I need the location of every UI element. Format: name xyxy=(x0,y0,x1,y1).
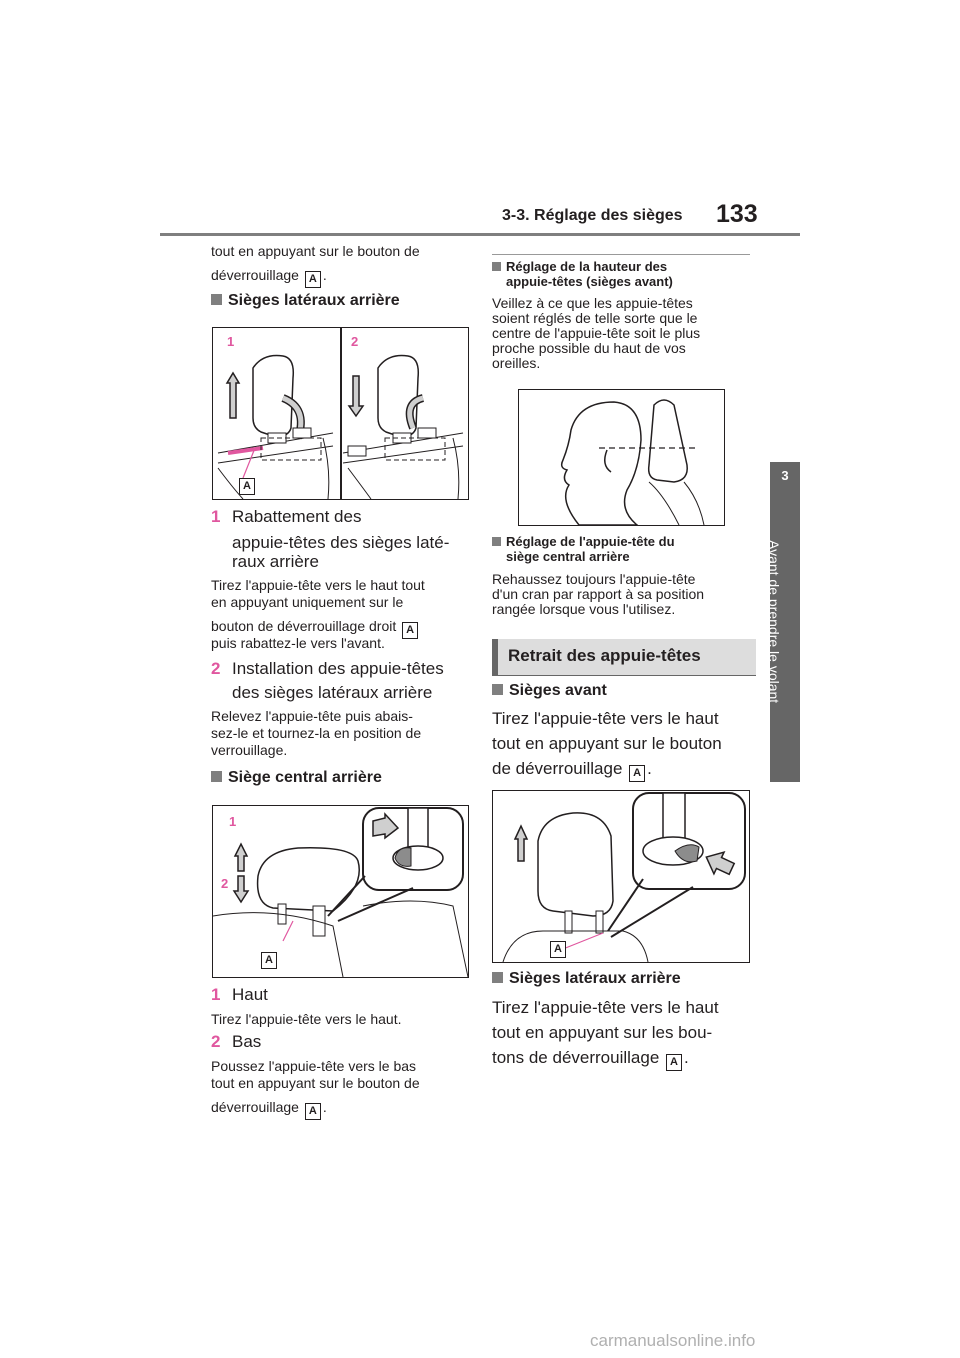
step1-title: 1 Rabattement des xyxy=(211,507,362,526)
fig2-label-2: 2 xyxy=(221,876,229,891)
step-bas: 2 Bas xyxy=(211,1032,262,1051)
figure-lateral-rear xyxy=(212,327,469,500)
heading-square-icon xyxy=(492,537,501,546)
page-number: 133 xyxy=(716,200,758,228)
figure-front-removal xyxy=(492,790,750,963)
fig2-label-a: A xyxy=(261,952,277,969)
step-haut: 1 Haut xyxy=(211,985,268,1004)
chapter-label: Avant de prendre le volant xyxy=(766,540,782,704)
front-desc-2: tout en appuyant sur le bouton xyxy=(492,734,722,753)
heading-height-front: Réglage de la hauteur des xyxy=(492,259,667,274)
bas-desc-2: tout en appuyant sur le bouton de xyxy=(211,1075,420,1091)
badge-a: A xyxy=(666,1054,682,1071)
height-desc-4: proche possible du haut de vos xyxy=(492,340,686,356)
heading-central-rear: Siège central arrière xyxy=(211,769,382,787)
header-rule xyxy=(160,233,800,236)
lateral-desc-2: tout en appuyant sur les bou- xyxy=(492,1023,713,1042)
fig4-label-a: A xyxy=(550,941,566,958)
figure-central-rear xyxy=(212,805,469,978)
badge-a: A xyxy=(402,622,418,639)
central-desc-3: rangée lorsque vous l'utilisez. xyxy=(492,601,676,617)
heading-height-front-2: appuie-têtes (sièges avant) xyxy=(506,274,673,289)
heading-square-icon xyxy=(492,684,503,695)
heading-central-adjust: Réglage de l'appuie-tête du xyxy=(492,534,675,549)
step1-title-2: appuie-têtes des sièges laté- xyxy=(232,533,450,552)
heading-lateral-rear-removal: Sièges latéraux arrière xyxy=(492,970,681,988)
fig1-label-2: 2 xyxy=(351,334,359,349)
step2-title-2: des sièges latéraux arrière xyxy=(232,683,433,702)
step2-title: 2 Installation des appuie-têtes xyxy=(211,659,444,678)
heading-square-icon xyxy=(492,972,503,983)
figure-head-position xyxy=(518,389,725,526)
step1-desc-3: bouton de déverrouillage droit A xyxy=(211,617,420,639)
chapter-number: 3 xyxy=(781,468,789,483)
badge-a: A xyxy=(305,271,321,288)
lateral-desc-1: Tirez l'appuie-tête vers le haut xyxy=(492,998,719,1017)
step2-desc-2: sez-le et tournez-la en position de xyxy=(211,725,422,741)
step1-desc-1: Tirez l'appuie-tête vers le haut tout xyxy=(211,577,425,593)
heading-square-icon xyxy=(492,262,501,271)
fig1-label-a: A xyxy=(239,478,255,495)
intro-line-1: tout en appuyant sur le bouton de xyxy=(211,243,420,259)
step1-title-3: raux arrière xyxy=(232,552,319,571)
central-desc-1: Rehaussez toujours l'appuie-tête xyxy=(492,571,696,587)
section-title: 3-3. Réglage des sièges xyxy=(502,207,683,224)
front-desc-1: Tirez l'appuie-tête vers le haut xyxy=(492,709,719,728)
column-rule xyxy=(492,254,750,255)
step1-desc-2: en appuyant uniquement sur le xyxy=(211,594,404,610)
height-desc-2: soient réglés de telle sorte que le xyxy=(492,310,698,326)
heading-central-adjust-2: siège central arrière xyxy=(506,549,630,564)
height-desc-5: oreilles. xyxy=(492,355,541,371)
front-desc-3: de déverrouillage A . xyxy=(492,756,652,782)
intro-line-2: déverrouillage A . xyxy=(211,266,327,288)
heading-square-icon xyxy=(211,771,222,782)
step2-desc-3: verrouillage. xyxy=(211,742,288,758)
bas-desc-3: déverrouillage A . xyxy=(211,1098,327,1120)
haut-desc: Tirez l'appuie-tête vers le haut. xyxy=(211,1011,402,1027)
section-rule xyxy=(492,675,756,676)
central-desc-2: d'un cran par rapport à sa position xyxy=(492,586,705,602)
fig1-label-1: 1 xyxy=(227,334,235,349)
fig2-label-1: 1 xyxy=(229,814,237,829)
heading-front-seats: Sièges avant xyxy=(492,682,607,700)
badge-a: A xyxy=(629,765,645,782)
height-desc-3: centre de l'appuie-tête soit le plus xyxy=(492,325,701,341)
section-heading-removal: Retrait des appuie-têtes xyxy=(492,639,756,675)
lateral-desc-3: tons de déverrouillage A . xyxy=(492,1045,689,1071)
badge-a: A xyxy=(305,1103,321,1120)
step1-desc-4: puis rabattez-le vers l'avant. xyxy=(211,635,385,651)
heading-lateral-rear: Sièges latéraux arrière xyxy=(211,292,400,310)
step2-desc-1: Relevez l'appuie-tête puis abais- xyxy=(211,708,413,724)
watermark: carmanualsonline.info xyxy=(590,1331,756,1350)
bas-desc-1: Poussez l'appuie-tête vers le bas xyxy=(211,1058,417,1074)
heading-square-icon xyxy=(211,294,222,305)
height-desc-1: Veillez à ce que les appuie-têtes xyxy=(492,295,693,311)
